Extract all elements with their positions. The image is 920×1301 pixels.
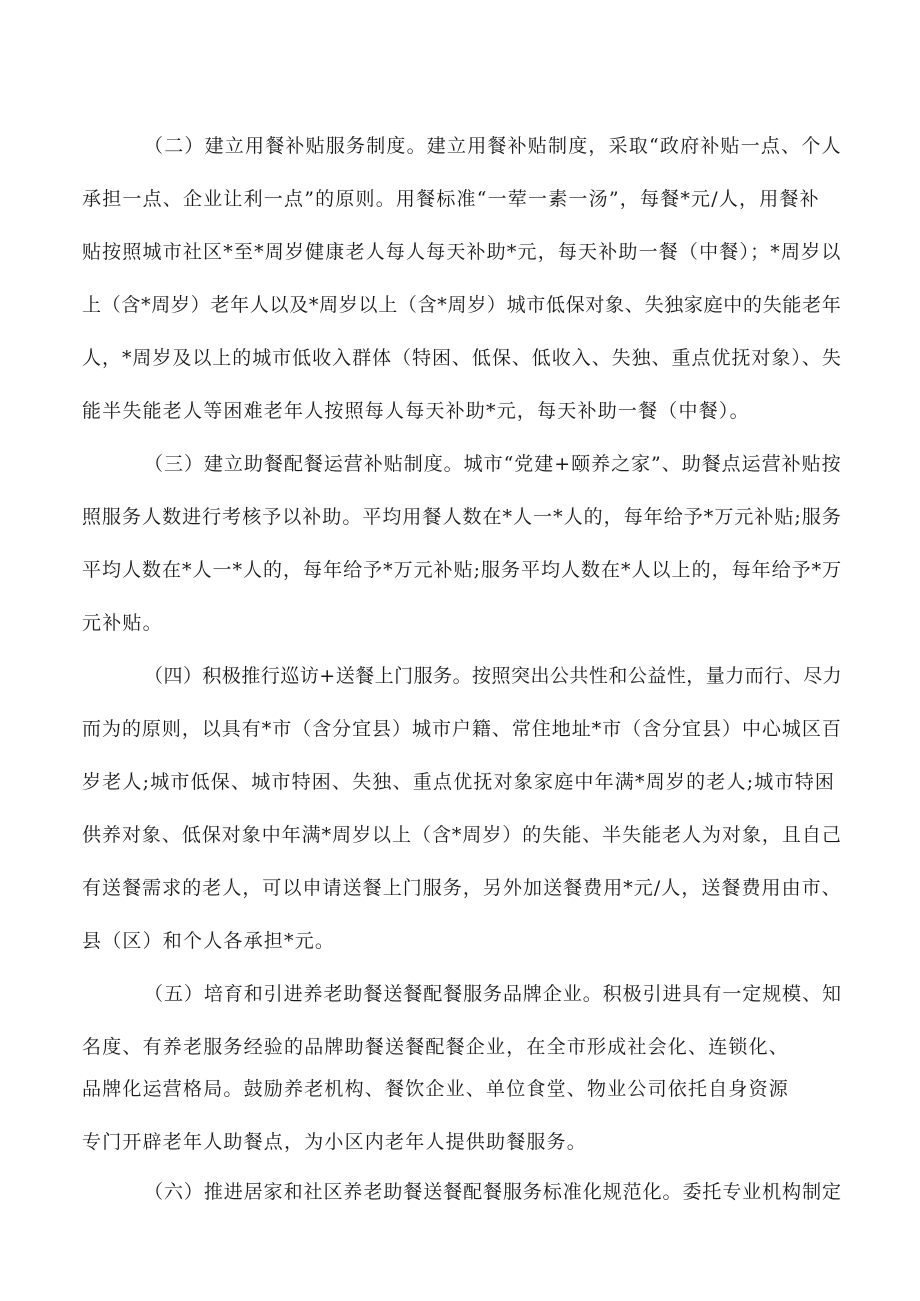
text-line: （六）推进居家和社区养老助餐送餐配餐服务标准化规范化。委托专业机构制定 [144, 1181, 843, 1203]
text-line: 元补贴。 [82, 612, 163, 634]
text-line: 照服务人数进行考核予以补助。平均用餐人数在*人一*人的，每年给予*万元补贴;服务 [82, 506, 842, 528]
text-line: 上（含*周岁）老年人以及*周岁以上（含*周岁）城市低保对象、失独家庭中的失能老年 [82, 294, 842, 316]
text-line: 平均人数在*人一*人的，每年给予*万元补贴;服务平均人数在*人以上的，每年给予*万 [82, 559, 843, 581]
text-line: 品牌化运营格局。鼓励养老机构、餐饮企业、单位食堂、物业公司依托自身资源 [82, 1078, 790, 1100]
text-line: （二）建立用餐补贴服务制度。建立用餐补贴制度，采取“政府补贴一点、个人 [144, 135, 842, 157]
text-line: （四）积极推行巡访+送餐上门服务。按照突出公共性和公益性，量力而行、尽力 [144, 665, 843, 687]
text-line: 有送餐需求的老人，可以申请送餐上门服务，另外加送餐费用*元/人，送餐费用由市、 [82, 877, 842, 899]
text-line: 县（区）和个人各承担*元。 [82, 930, 336, 952]
text-line: 承担一点、企业让利一点”的原则。用餐标准“一荤一素一汤”，每餐*元/人，用餐补 [82, 188, 820, 210]
text-line: 而为的原则，以具有*市（含分宜县）城市户籍、常住地址*市（含分宜县）中心城区百 [82, 718, 842, 740]
text-line: （五）培育和引进养老助餐送餐配餐服务品牌企业。积极引进具有一定规模、知 [144, 983, 843, 1005]
text-line: 岁老人;城市低保、城市特困、失独、重点优抚对象家庭中年满*周岁的老人;城市特困 [82, 771, 836, 793]
text-line: 贴按照城市社区*至*周岁健康老人每人每天补助*元，每天补助一餐（中餐）；*周岁以 [82, 241, 842, 263]
text-line: 人，*周岁及以上的城市低收入群体（特困、低保、低收入、失独、重点优抚对象）、失 [82, 347, 842, 369]
text-line: （三）建立助餐配餐运营补贴制度。城市“党建+颐养之家”、助餐点运营补贴按 [144, 453, 842, 475]
text-line: 能半失能老人等困难老年人按照每人每天补助*元，每天补助一餐（中餐）。 [82, 400, 750, 422]
text-line: 名度、有养老服务经验的品牌助餐送餐配餐企业，在全市形成社会化、连锁化、 [82, 1036, 790, 1058]
text-line: 专门开辟老年人助餐点，为小区内老年人提供助餐服务。 [82, 1131, 588, 1153]
text-line: 供养对象、低保对象中年满*周岁以上（含*周岁）的失能、半失能老人为对象，且自己 [82, 824, 842, 846]
